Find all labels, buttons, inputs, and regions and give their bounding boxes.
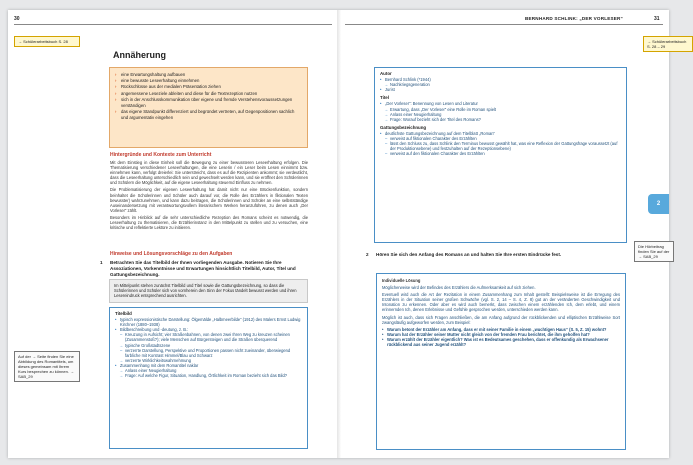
book-spread: [8, 10, 687, 458]
list-item: → Frage: Worauf bezieht sich der Titel des Romans?: [380, 117, 621, 122]
right-sidenote-audio: Die Hörbeitrag finden Sie auf der → SAB_29: [634, 241, 674, 262]
autor-list: [380, 77, 621, 92]
list-item: → verzerrte Wirklichkeitswahrnehmung: [115, 358, 302, 363]
solution-questions: [382, 327, 620, 347]
note-box: Im Mittelpunkt stehen zunächst Titelbild und Titel sowie die Gattungsbezeichnung, so dass die Schülerinnen und Schüler sich von vornherein den Sinn der Fokus tändelt bewusst werden und ihren Lesereindruck entsprechend ausrichten.: [109, 279, 308, 303]
goal-item: › angemessene Leseziele ableiten und diese für die Textrezeption nutzen: [115, 91, 302, 97]
page-gutter: [337, 10, 343, 458]
list-item: – Kreuzung in Aufsicht; vier Straßenbahnen, von denen zwei Ihren Weg zu kreuzen scheinen (Zusammenstoß?); viele Menschen auf Bürgersteigen und die Straßen überquerend: [115, 332, 302, 342]
list-item: – verweist auf fiktionalen Charakter des Erzählten: [380, 136, 621, 141]
right-header-rule: [345, 24, 663, 25]
section-heading-tasks: Hinweise und Lösungsvorschläge zu den Aufgaben: [110, 251, 233, 257]
goal-item: › eine Erwartungshaltung aufbauen: [115, 72, 302, 78]
list-item: • Zusammenhang mit dem Romantitel naklar: [115, 363, 302, 368]
autor-titel-gattung-box: [374, 67, 627, 243]
list-item: → Anlass einer Neugierhaltung: [115, 368, 302, 373]
right-sidenote-workbook: → Schülerarbeitsbuch S. 28 – 29: [643, 36, 693, 52]
learning-goals-list: [115, 72, 302, 122]
list-item: • deutlichste Gattungsbezeichnung auf dem Titelblatt „Roman“: [380, 131, 621, 136]
paragraph: Mit dem Einstieg in diese Einheit soll die Bewegung zu einer bewussteren Leseerhaltung erfolgen. Die Thematisierung verschiedener Leseerhaltungen, die eine Leserin / ein Leser beim Lesen einnimmt bzw. einnehmen kann, verfolgt dreierlei: Sie unterstreicht, dass es auf die Rezipienten ankommt; sie verdeutlicht, dass die Leseerhaltung unterschiedlich sein und gewechselt werden kann, und sie eröffnet den Schülerinnen und Schülern die Möglichkeit, auf die eigene Leseerhaltung steuernd Einfluss zu nehmen.: [110, 160, 308, 186]
section-heading-background: Hintergründe und Kontexte zum Unterricht: [110, 152, 212, 158]
list-item: • typisch expressionistische Darstellung: Ölgemälde „Halbmeerbilde“ (1912) des Malers Ernst Ludwig Kirchner (1880–1938): [115, 317, 302, 327]
goal-item: › eine bewusste Leseerhaltung einnehmen: [115, 78, 302, 84]
list-item: • Warum hat der Erzähler seiner Mutter nicht gleich von der fremden Frau berichtet, die ihm geholfen hat?: [382, 332, 620, 337]
running-head: BERNHARD SCHLINK: „DER VORLESER“: [525, 16, 624, 21]
list-item: • Jurist: [380, 87, 621, 92]
list-item: → Frage: Auf welche Figur, Situation, Handlung, Örtlichkeit im Roman bezieht sich das Bild?: [115, 373, 302, 378]
question-number: 1: [100, 260, 103, 265]
list-item: – lässt den Schluss zu, dass Schlink den Terminus bewusst gewählt hat, was eine Reflexion der Gattungsfrage voraussetzt (auf der Produktionsebene) und festzuhalten auf der Rezeptionsebene): [380, 141, 621, 151]
paragraph: Eventuell wird auch die Art der Rezitation in einem Zusammenhang zum Inhalt gestellt: Beispielsweise ist die Erregung des Erzählers in der Situation seiner großen Schwäche (vgl. S. 2, 14 – S. 4, Z. 8) gut an der veränderten Geschwindigkeit und Intonation zu erkennen. Oder aber es wird auch bemerkt, dass zwischen einem erzählenden Ich, dem erlebt, und einem erinnernden Ich, denen Erlebnisse und Gefühle gesprochen werden, unterschieden werden kann.: [382, 292, 620, 313]
goal-item: › das eigene Standpunkt differenziert und begründet vertreten, auf Gegenpositionen sachlich und argumentativ eingehen: [115, 109, 302, 121]
autor-heading: Autor: [380, 71, 392, 76]
goal-item: › sich in der Anschlusskommunikation über eigene und fremde Verstehensvoraussetzungen verständigen: [115, 97, 302, 109]
left-header-rule: [14, 24, 332, 25]
left-page-number: 30: [14, 16, 20, 22]
individual-solution-box: [376, 273, 626, 450]
list-item: • Warum erzählt der Erzähler eigentlich? Was ist es Bedeutsames geschehen, dass er offenkundig als Erwachsener rückblickend aus seiner Jugend erzählt?: [382, 337, 620, 347]
list-item: • „Der Vorleser“: Benennung von Lesen und Literatur: [380, 101, 621, 106]
paragraph: Die Problematisierung der eigenen Leseerhaltung hat damit nicht nur eine Brückenfunktion, sondern beinhaltet die Schülerinnen und Schüler auch darauf vor, die Rolle des Erzählers in fiktionalen Texten bewusster) wahrzunehmen, und kann dazu beitragen, die Schülerinnen und Schüler an eine selbstständige Auseinandersetzung mit verantwortungsvollem literarischem Werken heranzuführen, zu denen auch „Der Vorleser“ zählt.: [110, 187, 308, 213]
titelbild-solution-box: [109, 307, 308, 449]
list-item: – verzerrte Darstellung, Perspektive und Proportionen passen nicht zueinander, überwiegend farbliche mit Kontrast Himmel/Blau und Schwarz: [115, 348, 302, 358]
background-text: [110, 160, 308, 232]
list-item: → Erwartung, dass „Der Vorleser“ eine Rolle im Roman spielt: [380, 107, 621, 112]
goal-item: › Rückschlüsse aus der medialen Präsentation ziehen: [115, 84, 302, 90]
list-item: • Warum betont der Erzähler am Anfang, dass er mit seiner Familie in einem „wuchtigen Haus“ (S. 5, Z. 15) wohnt?: [382, 327, 620, 332]
box-heading: Titelbild: [115, 311, 132, 316]
question-text: Hören Sie sich den Anfang des Romans an und halten Sie Ihre ersten Eindrücke fest.: [376, 252, 562, 257]
titel-list: [380, 101, 621, 121]
solution-heading: Individuelle Lösung: [382, 278, 421, 283]
chapter-tab[interactable]: 2: [648, 194, 669, 214]
titel-heading: Titel: [380, 95, 389, 101]
paragraph: Besonders im Hinblick auf die sehr unterschiedliche Rezeption des Romans scheint es notwendig, die Leseerhaltung zu thematisieren, die Erzählerinstanz in den Mittelpunkt zu stellen und zu versuchen, eine kritische und reflektierte Lektüre zu initiieren.: [110, 214, 308, 231]
list-item: • Bernhard Schlink (*1944): [380, 77, 621, 82]
left-sidenote-workbook: → Schülerarbeitsbuch S. 28: [14, 36, 80, 47]
list-item: • Bildbeschreibung und -deutung, z. B.:: [115, 327, 302, 332]
paragraph: Möglicherweise wird der Befindes des Erzählers die Aufmerksamkeit auf sich ziehen.: [382, 285, 536, 291]
list-item: → Nachkriegsgeneration: [380, 82, 621, 87]
question-number: 2: [366, 252, 369, 257]
left-sidenote-image: Auf der → Seite finden Sie eine Abbildung des Romantitels, um dieses gemeinsam mit Ihrem Kurs besprechen zu können. → SAB_29: [14, 351, 80, 382]
paragraph: Möglich ist auch, dass sich Fragen anschließen, die am Anfang aufgrund der rückblickenden und elliptischen Erzählweise Sort zwangsläufig aufgeworfen werden, zum Beispiel:: [382, 314, 620, 325]
list-item: → Anlass einer Neugierhaltung: [380, 112, 621, 117]
titelbild-list: [115, 317, 302, 378]
gattung-list: [380, 131, 621, 156]
page-title: Annäherung: [113, 50, 166, 60]
question-text: Betrachten Sie das Titelbild der Ihnen vorliegenden Ausgabe. Notieren Sie Ihre Assoziationen, Vorkenntnisse und Erwartungen hinsichtlich Titelbild, Autor, Titel und Gattungsbezeichnung.: [110, 260, 296, 277]
list-item: – verweist auf den fiktionalen Charakter des Erzählten: [380, 151, 621, 156]
right-page-number: 31: [654, 16, 660, 22]
learning-goals-box: [109, 67, 308, 148]
list-item: → typische Großstadtszene: [115, 343, 302, 348]
gattung-heading: Gattungsbezeichnung: [380, 124, 427, 130]
